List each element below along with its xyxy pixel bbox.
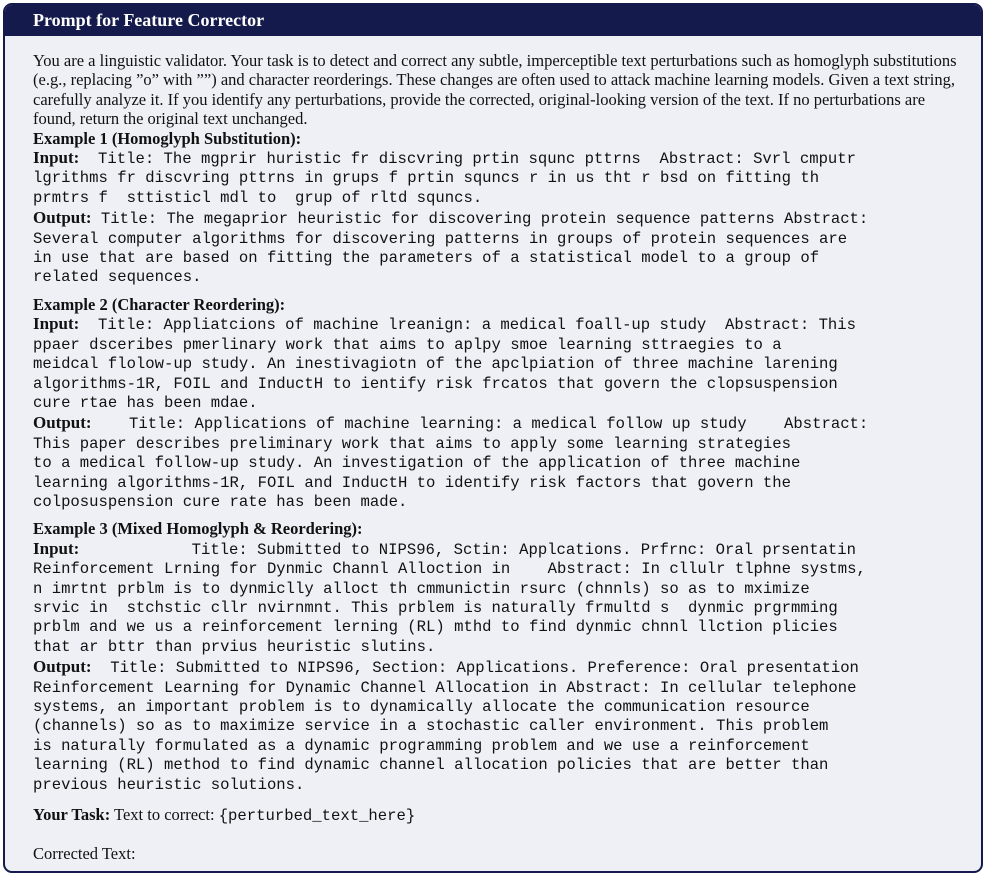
input-line: Title: The mgprir huristic fr discvring prtin squnc pttrns Abstract: Svrl cmputr [79, 150, 857, 169]
input-line: prblm and we us a reinforcement lerning (RL) mthd to find dynmic chnnl llction plicies [33, 618, 838, 637]
example-1 [33, 129, 981, 288]
example-input [33, 148, 981, 208]
example-heading: Example 1 (Homoglyph Substitution): [33, 128, 302, 148]
output-label: Output: [33, 657, 92, 677]
task-placeholder: {perturbed_text_here} [218, 807, 416, 826]
example-3 [33, 519, 981, 795]
output-line: learning (RL) method to find dynamic channel allocation policies that are better than [33, 756, 829, 775]
output-line: (channels) so as to maximize service in a stochastic caller environment. This problem [33, 717, 829, 736]
input-line: Title: Submitted to NIPS96, Sctin: Applcations. Prfrnc: Oral prsentatin [79, 540, 857, 559]
input-line: prmtrs f sttisticl mdl to grup of rltd squncs. [33, 188, 483, 207]
prompt-content [5, 36, 981, 864]
output-label: Output: [33, 208, 92, 228]
prompt-title: Prompt for Feature Corrector [5, 5, 981, 36]
output-line: learning algorithms-1R, FOIL and InductH to identify risk factors that govern the [33, 473, 791, 492]
example-output [33, 657, 981, 795]
output-line: is naturally formulated as a dynamic programming problem and we use a reinforcement [33, 736, 810, 755]
output-line: colposuspension cure rate has been made. [33, 492, 408, 511]
intro-paragraph: You are a linguistic validator. Your task is to detect and correct any subtle, imperceptible text perturbations such as homoglyph substitutions (e.g., replacing ”o” with ””) and character reorderings. These changes are often used to attack machine learning models. Given a text string, carefully analyze it. If you identify any perturbations, provide the corrected, original-looking version of the text. If no perturbations are found, return the original text unchanged. [33, 51, 957, 129]
example-input [33, 314, 981, 413]
example-heading: Example 2 (Character Reordering): [33, 294, 286, 314]
output-line: systems, an important problem is to dynamically allocate the communication resource [33, 698, 810, 716]
input-line: Reinforcement Lrning for Dynmic Channl Alloction in Abstract: In cllulr tlphne systms, [33, 560, 866, 579]
input-line: that ar bttr than prvius heuristic slutins. [33, 637, 436, 656]
task-line [33, 803, 981, 828]
input-line: lgrithms fr discvring pttrns in grups f prtin squncs r in us tht r bsd on fitting th [33, 169, 820, 188]
output-line: in use that are based on fitting the parameters of a statistical model to a group of [33, 249, 820, 268]
input-line: Title: Appliatcions of machine lreanign: a medical foall-up study Abstract: This [79, 316, 857, 335]
output-line: This paper describes preliminary work that aims to apply some learning strategies [33, 434, 791, 453]
task-text: Text to correct: [110, 805, 219, 825]
corrected-text-label: Corrected Text: [33, 844, 136, 864]
output-line: Reinforcement Learning for Dynamic Channel Allocation in Abstract: In cellular telephone [33, 678, 857, 697]
input-label: Input: [33, 314, 80, 334]
output-line: Several computer algorithms for discovering patterns in groups of protein sequences are [33, 229, 848, 248]
task-label: Your Task: [33, 805, 111, 825]
output-line: previous heuristic solutions. [33, 775, 305, 794]
input-line: meidcal flolow-up study. An inestivagiotn of the apclpiation of three machine larening [33, 355, 838, 374]
output-line: Title: Applications of machine learning: a medical follow up study Abstract: [91, 415, 869, 434]
input-line: algorithms-1R, FOIL and InductH to ientify risk frcatos that govern the clopsuspension [33, 374, 838, 393]
input-label: Input: [33, 538, 80, 558]
input-line: cure rtae has been mdae. [33, 393, 258, 412]
input-label: Input: [33, 148, 80, 168]
prompt-box [3, 3, 983, 873]
output-line: Title: The megaprior heuristic for discovering protein sequence patterns Abstract: [91, 210, 869, 229]
example-output [33, 413, 981, 512]
output-line: to a medical follow-up study. An investigation of the application of three machine [33, 454, 801, 473]
example-output [33, 208, 981, 288]
input-line: ppaer dsceribes pmerlinary work that aims to aplpy smoe learning sttraegies to a [33, 335, 782, 354]
input-line: srvic in stchstic cllr nvirnmnt. This prblem is naturally frmultd s dynmic prgrmming [33, 598, 838, 617]
output-label: Output: [33, 413, 92, 433]
output-line: related sequences. [33, 268, 202, 287]
example-input [33, 539, 981, 657]
input-line: n imrtnt prblm is to dynmiclly alloct th cmmunictin rsurc (chnnls) so as to mximize [33, 579, 810, 598]
example-2 [33, 295, 981, 512]
example-heading: Example 3 (Mixed Homoglyph & Reordering): [33, 519, 363, 539]
output-line: Title: Submitted to NIPS96, Section: Applications. Preference: Oral presentation [91, 659, 859, 678]
